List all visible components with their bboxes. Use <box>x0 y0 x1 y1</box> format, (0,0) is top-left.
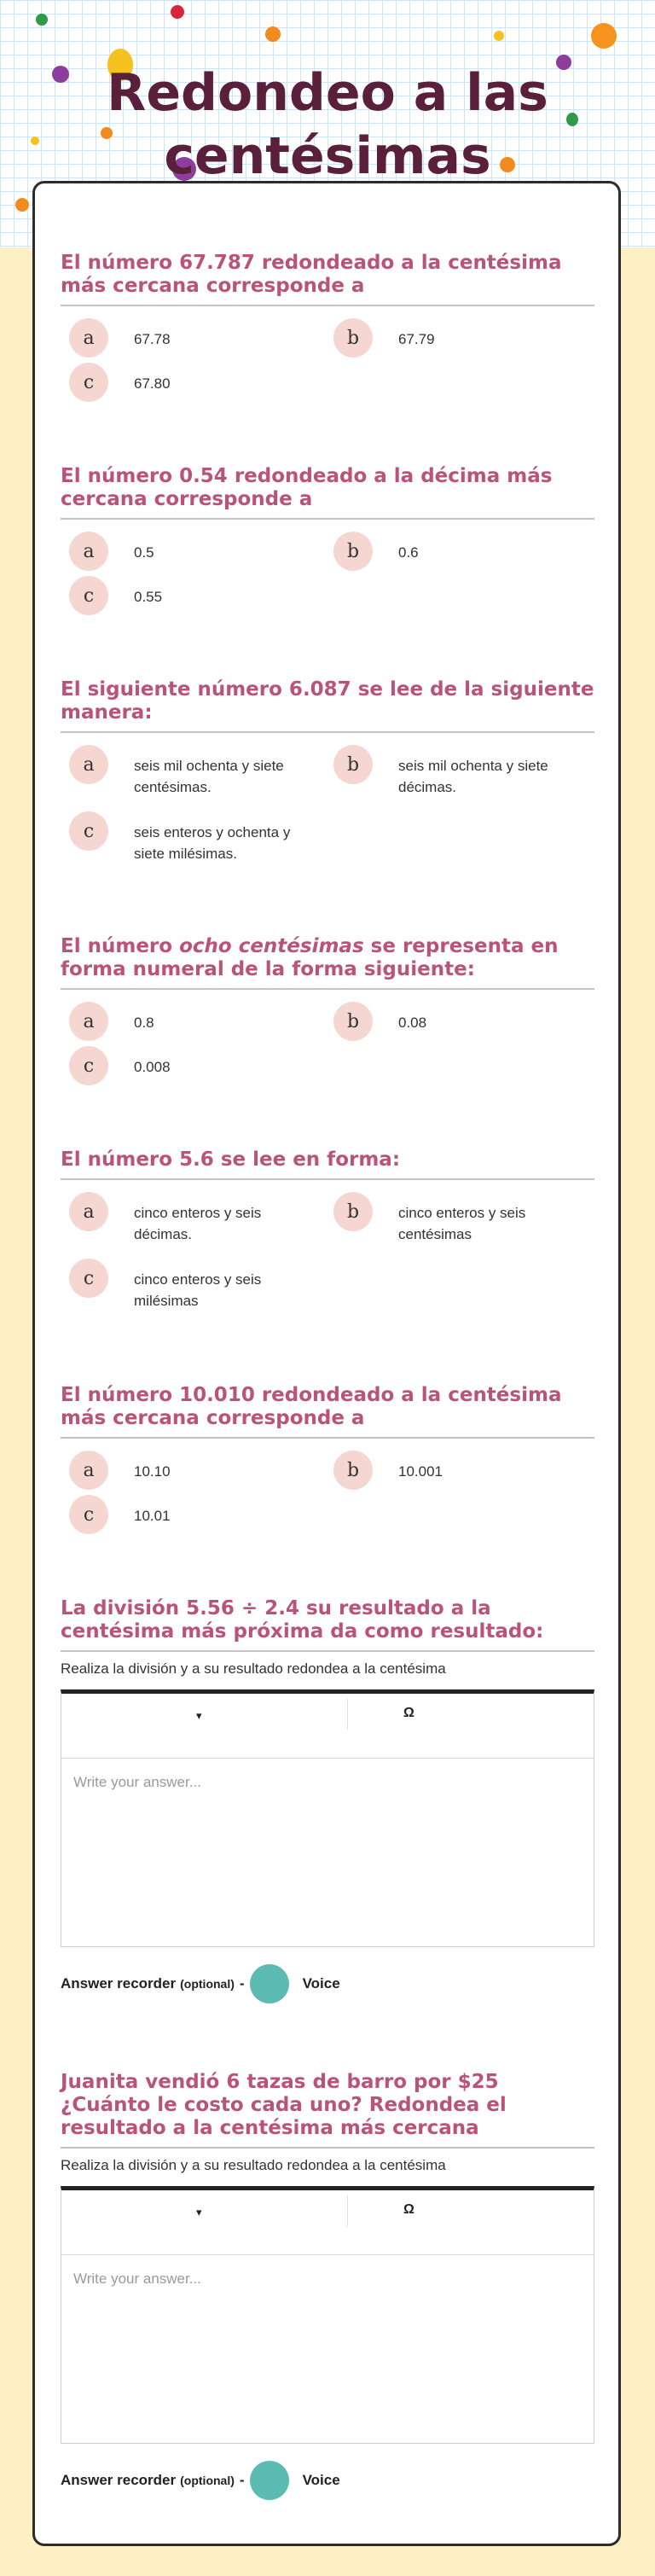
question-title: El siguiente número 6.087 se lee de la siguiente manera: <box>61 678 594 733</box>
option-letter: b <box>333 1002 373 1041</box>
option-a[interactable] <box>69 1451 325 1490</box>
question-2 <box>61 465 594 625</box>
format-dropdown[interactable]: ▾ <box>196 1709 202 1722</box>
option-c[interactable] <box>69 363 325 402</box>
option-text: seis mil ochenta y siete décimas. <box>398 758 548 795</box>
answer-textarea[interactable]: Write your answer... <box>73 2271 201 2287</box>
paint-splat <box>15 198 29 212</box>
toolbar-divider <box>347 2195 348 2226</box>
question-1 <box>61 252 594 412</box>
option-letter: b <box>333 745 373 784</box>
option-text: 0.6 <box>398 544 419 561</box>
option-text: cinco enteros y seis décimas. <box>134 1205 262 1242</box>
option-text: cinco enteros y seis milésimas <box>134 1271 262 1309</box>
option-letter: b <box>333 1192 373 1231</box>
question-title: Juanita vendió 6 tazas de barro por $25 ¿Cuánto le costo cada uno? Redondea el resultado a la centésima más cercana <box>61 2071 594 2149</box>
page-title: Redondeo a las centésimas <box>107 63 548 186</box>
option-text: seis enteros y ochenta y siete milésimas. <box>134 824 291 862</box>
question-7 <box>61 1597 594 2003</box>
option-b[interactable] <box>333 318 589 358</box>
option-c[interactable] <box>69 811 325 864</box>
option-letter: c <box>69 576 108 615</box>
question-instructions: Realiza la división y a su resultado redondea a la centésima <box>61 1660 446 1677</box>
question-title: El número 10.010 redondeado a la centésima más cercana corresponde a <box>61 1384 594 1439</box>
option-letter: a <box>69 1192 108 1231</box>
option-c[interactable] <box>69 1495 325 1534</box>
option-c[interactable] <box>69 576 325 615</box>
option-letter: a <box>69 532 108 571</box>
option-letter: b <box>333 532 373 571</box>
option-text: 67.80 <box>134 375 171 392</box>
answer-editor <box>61 2186 594 2444</box>
format-dropdown[interactable]: ▾ <box>196 2206 202 2218</box>
question-title: El número 67.787 redondeado a la centésima más cercana corresponde a <box>61 252 594 306</box>
option-text: 0.8 <box>134 1015 154 1031</box>
option-text: seis mil ochenta y siete centésimas. <box>134 758 284 795</box>
answer-editor <box>61 1689 594 1947</box>
option-text: cinco enteros y seis centésimas <box>398 1205 526 1242</box>
option-letter: c <box>69 811 108 851</box>
option-c[interactable] <box>69 1259 325 1311</box>
option-text: 10.01 <box>134 1508 171 1524</box>
option-a[interactable] <box>69 745 325 798</box>
option-letter: b <box>333 1451 373 1490</box>
option-letter: c <box>69 1495 108 1534</box>
question-title <box>61 935 594 990</box>
question-title: La división 5.56 ÷ 2.4 su resultado a la centésima más próxima da como resultado: <box>61 1597 594 1652</box>
options-list <box>61 532 594 625</box>
option-letter: a <box>69 1451 108 1490</box>
option-letter: c <box>69 1259 108 1298</box>
option-text: 0.008 <box>134 1059 171 1075</box>
question-title-part: se representa en forma numeral de la forma siguiente: <box>61 935 559 980</box>
paint-splat <box>171 5 184 19</box>
option-letter: c <box>69 363 108 402</box>
options-list <box>61 1192 594 1320</box>
recorder-dash: - <box>239 1975 245 1992</box>
option-b[interactable] <box>333 532 589 571</box>
special-character-button[interactable]: Ω <box>403 2202 414 2217</box>
answer-recorder <box>61 2461 594 2500</box>
option-b[interactable] <box>333 745 589 798</box>
option-c[interactable] <box>69 1046 325 1085</box>
question-4 <box>61 935 594 1096</box>
question-5 <box>61 1148 594 1320</box>
question-8 <box>61 2071 594 2500</box>
option-a[interactable] <box>69 318 325 358</box>
options-list <box>61 745 594 873</box>
option-b[interactable] <box>333 1451 589 1490</box>
question-instructions: Realiza la división y a su resultado redondea a la centésima <box>61 2157 446 2173</box>
answer-recorder <box>61 1964 594 2003</box>
option-text: 0.55 <box>134 589 163 605</box>
voice-record-button[interactable] <box>250 2461 289 2500</box>
option-text: 67.79 <box>398 331 435 347</box>
option-b[interactable] <box>333 1002 589 1041</box>
paint-splat <box>494 31 504 41</box>
paint-splat <box>265 26 281 42</box>
option-text: 0.08 <box>398 1015 427 1031</box>
voice-label: Voice <box>302 1975 340 1992</box>
option-letter: c <box>69 1046 108 1085</box>
voice-label: Voice <box>302 2472 340 2488</box>
question-6 <box>61 1384 594 1544</box>
option-text: 0.5 <box>134 544 154 561</box>
recorder-dash: - <box>239 2472 245 2488</box>
voice-record-button[interactable] <box>250 1964 289 2003</box>
option-letter: a <box>69 318 108 358</box>
options-list <box>61 1451 594 1544</box>
paint-splat <box>591 23 617 49</box>
recorder-label: Answer recorder <box>61 1975 177 1992</box>
option-text: 10.001 <box>398 1463 443 1480</box>
answer-textarea[interactable]: Write your answer... <box>73 1774 201 1790</box>
question-3 <box>61 678 594 873</box>
editor-toolbar <box>61 1694 594 1759</box>
recorder-optional: (optional) <box>180 2474 235 2487</box>
option-letter: b <box>333 318 373 358</box>
option-letter: a <box>69 1002 108 1041</box>
option-a[interactable] <box>69 1192 325 1245</box>
editor-toolbar <box>61 2190 594 2255</box>
recorder-label: Answer recorder <box>61 2472 177 2488</box>
special-character-button[interactable]: Ω <box>403 1706 414 1720</box>
option-a[interactable] <box>69 1002 325 1041</box>
option-text: 10.10 <box>134 1463 171 1480</box>
worksheet-card <box>32 181 621 2546</box>
option-text: 67.78 <box>134 331 171 347</box>
question-title-part: El número <box>61 935 180 957</box>
question-title: El número 0.54 redondeado a la décima más cercana corresponde a <box>61 465 594 520</box>
paint-splat <box>36 14 48 26</box>
recorder-optional: (optional) <box>180 1977 235 1991</box>
option-letter: a <box>69 745 108 784</box>
question-title-emphasis: ocho centésimas <box>179 935 364 957</box>
options-list <box>61 1002 594 1096</box>
option-a[interactable] <box>69 532 325 571</box>
toolbar-divider <box>347 1699 348 1730</box>
options-list <box>61 318 594 412</box>
question-title: El número 5.6 se lee en forma: <box>61 1148 594 1180</box>
option-b[interactable] <box>333 1192 589 1245</box>
